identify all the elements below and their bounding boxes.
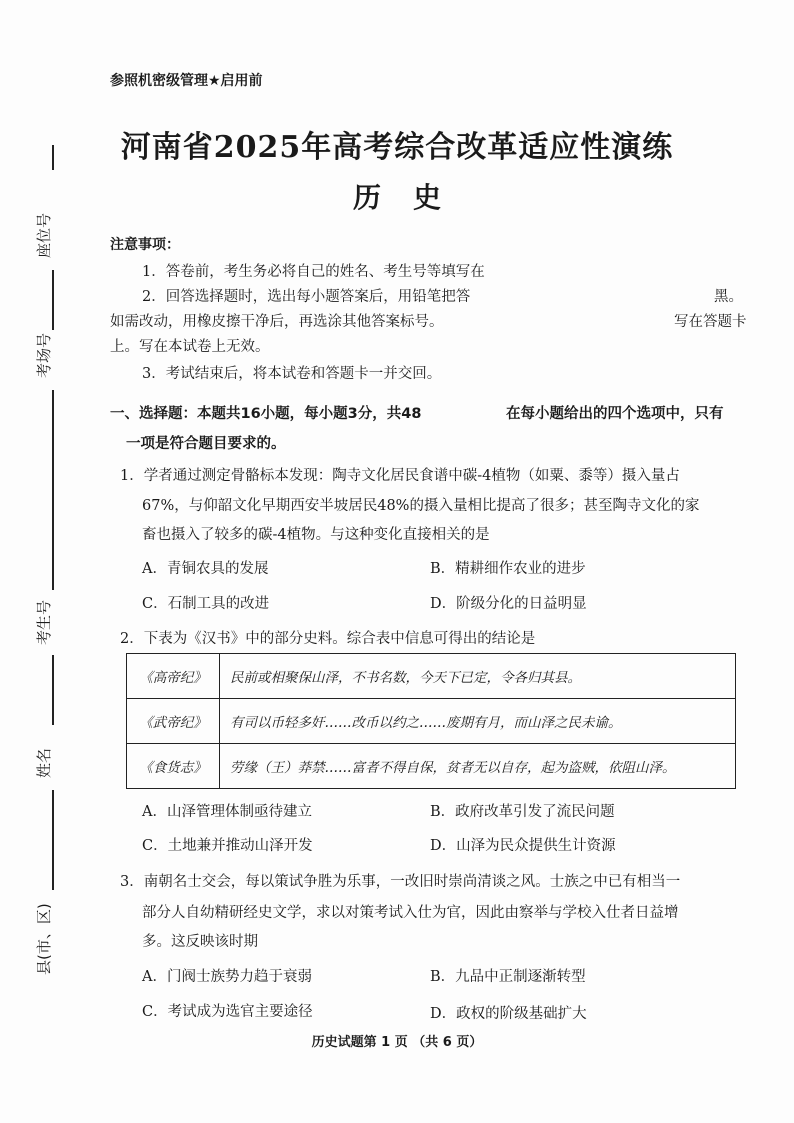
page-footer: 历史试题第 1 页 （共 6 页） [311,1035,483,1050]
margin-label-county: 县(市、区) [35,903,53,975]
note-line-2-end: 黑。 [714,289,743,305]
question-1-option-d: D．阶级分化的日益明显 [430,596,587,612]
table-cell-text: 劳缘（王）莽禁……富者不得自保，贫者无以自存，起为盗贼，依阻山泽。 [230,760,676,776]
source-table [126,653,736,789]
question-1-line-1: 1．学者通过测定骨骼标本发现：陶寺文化居民食谱中碳-4植物（如粟、黍等）摄入量占 [120,468,680,484]
table-cell-source: 《武帝纪》 [127,699,220,743]
note-line-3-end: 写在答题卡 [674,314,747,330]
table-row [127,699,735,744]
margin-line-1 [52,270,54,330]
note-line-5: 3．考试结束后，将本试卷和答题卡一并交回。 [142,366,442,382]
margin-label-room: 考场号 [35,332,53,378]
question-1-line-3: 畜也摄入了较多的碳-4植物。与这种变化直接相关的是 [142,527,490,543]
table-cell-source: 《高帝纪》 [127,654,220,698]
section-1-heading-line2: 一项是符合题目要求的。 [126,436,286,452]
section-1-heading-cont: 在每小题给出的四个选项中，只有 [506,406,724,422]
section-1-heading: 一、选择题：本题共16小题，每小题3分，共48 [110,406,422,422]
secret-mark: 参照机密级管理★启用前 [110,73,263,89]
question-2-option-b: B．政府改革引发了流民问题 [430,804,615,820]
question-1-option-a: A．青铜农具的发展 [142,561,269,577]
table-row [127,744,735,788]
question-2-option-a: A．山泽管理体制亟待建立 [142,804,312,820]
note-line-1: 1．答卷前，考生务必将自己的姓名、考生号等填写在 [142,264,485,280]
question-3-option-c: C．考试成为选官主要途径 [142,1004,313,1020]
question-1-option-b: B．精耕细作农业的进步 [430,561,586,577]
question-1-line-2: 67%，与仰韶文化早期西安半坡居民48%的摄入量相比提高了很多；甚至陶寺文化的家 [142,498,700,514]
question-3-line-1: 3．南朝名士交会，每以策试争胜为乐事，一改旧时崇尚清谈之风。士族之中已有相当一 [120,874,681,890]
margin-label-exam-no: 考生号 [35,599,53,645]
table-row [127,654,735,699]
table-cell-source: 《食货志》 [127,744,220,788]
margin-line-4 [52,790,54,890]
question-3-option-b: B．九品中正制逐渐转型 [430,969,586,985]
question-1-option-c: C．石制工具的改进 [142,596,270,612]
question-2-line-1: 2．下表为《汉书》中的部分史料。综合表中信息可得出的结论是 [120,631,536,647]
margin-line-2 [52,390,54,590]
margin-label-seat: 座位号 [35,212,53,258]
subject-title: 历史 [352,181,473,214]
question-2-option-d: D．山泽为民众提供生计资源 [430,838,616,854]
note-line-2: 2．回答选择题时，选出每小题答案后，用铅笔把答 [142,289,471,305]
notes-heading: 注意事项： [110,237,180,253]
question-3-line-3: 多。这反映该时期 [142,934,258,950]
margin-line-3 [52,655,54,725]
note-line-3: 如需改动，用橡皮擦干净后，再选涂其他答案标号。 [110,314,444,330]
question-3-option-d: D．政权的阶级基础扩大 [430,1006,587,1022]
exam-title: 河南省2025年高考综合改革适应性演练 [120,130,674,165]
table-cell-text: 民前或相聚保山泽，不书名数，今天下已定，令各归其县。 [230,670,581,686]
table-cell-text: 有司以币轻多奸……改币以约之……废期有月，而山泽之民未谕。 [230,715,622,731]
question-3-line-2: 部分人自幼精研经史文学，求以对策考试入仕为官，因此由察举与学校入仕者日益增 [142,905,679,921]
note-line-4: 上。写在本试卷上无效。 [110,339,270,355]
question-3-option-a: A．门阀士族势力趋于衰弱 [142,969,312,985]
question-2-option-c: C．土地兼并推动山泽开发 [142,838,313,854]
margin-label-name: 姓名 [35,747,53,778]
